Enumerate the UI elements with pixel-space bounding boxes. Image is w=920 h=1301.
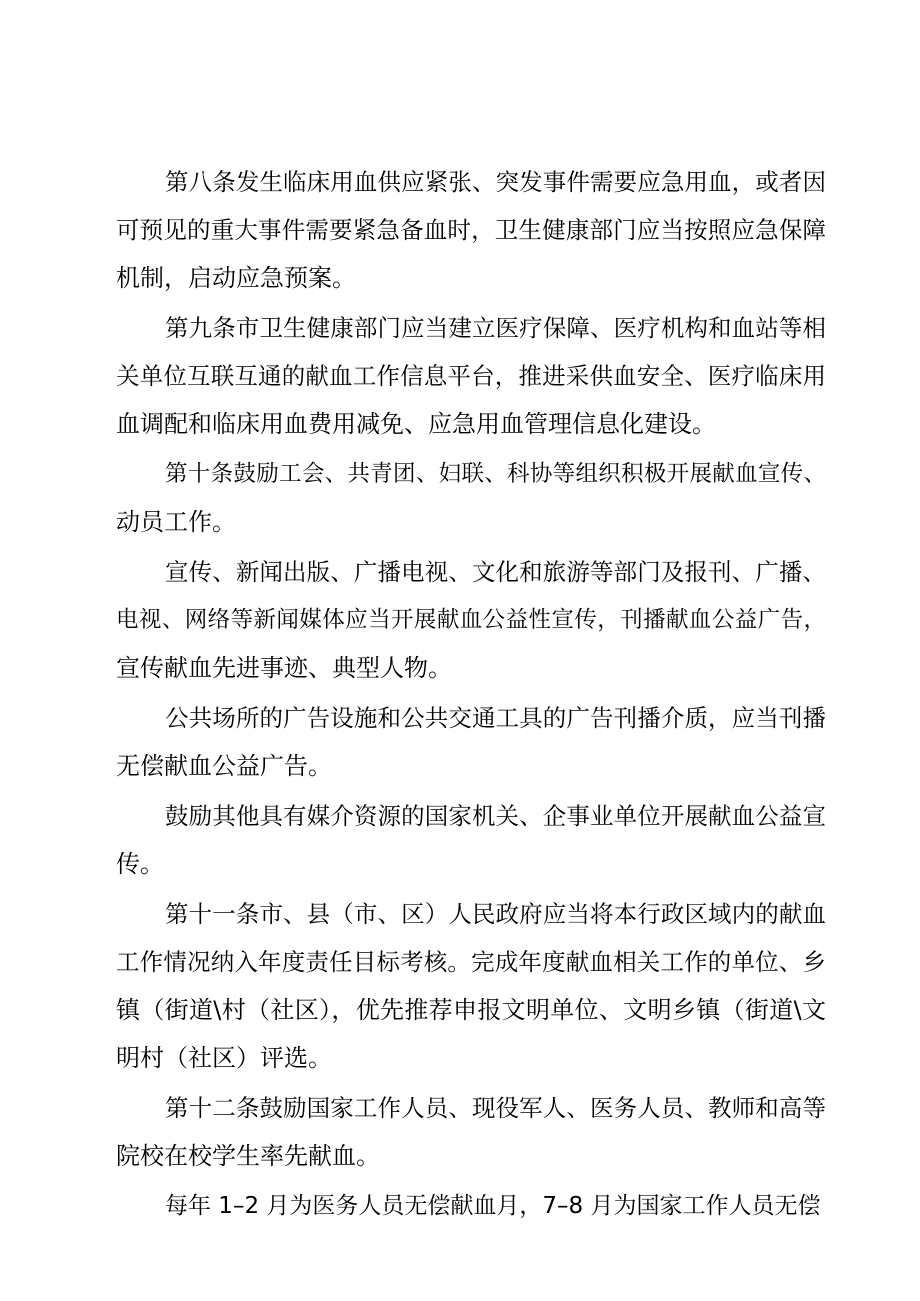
paragraph-line: 第八条发生临床用血供应紧张、突发事件需要应急用血，或者因	[165, 168, 826, 196]
article-paragraph	[116, 1084, 826, 1180]
paragraph-line: 动员工作。	[116, 508, 236, 536]
paragraph-line: 关单位互联互通的献血工作信息平台，推进采供血安全、医疗临床用	[116, 362, 826, 390]
paragraph-line: 传。	[116, 850, 164, 878]
article-paragraph	[116, 304, 826, 448]
paragraph-line: 电视、网络等新闻媒体应当开展献血公益性宣传，刊播献血公益广告，	[116, 607, 826, 633]
article-paragraph	[116, 450, 826, 546]
paragraph-line: 宣传献血先进事迹、典型人物。	[116, 654, 452, 682]
paragraph-line: 无偿献血公益广告。	[116, 752, 332, 780]
paragraph-line: 每年 1–2 月为医务人员无偿献血月，7–8 月为国家工作人员无偿	[165, 1193, 821, 1219]
paragraph-line: 第九条市卫生健康部门应当建立医疗保障、医疗机构和血站等相	[165, 314, 826, 342]
paragraph-line: 宣传、新闻出版、广播电视、文化和旅游等部门及报刊、广播、	[165, 558, 826, 586]
paragraph-line: 机制，启动应急预案。	[116, 264, 356, 292]
paragraph-line: 血调配和临床用血费用减免、应急用血管理信息化建设。	[116, 410, 716, 438]
paragraph-line: 第十一条市、县（市、区）人民政府应当将本行政区域内的献血	[165, 900, 826, 928]
article-paragraph	[116, 792, 826, 888]
paragraph-line: 工作情况纳入年度责任目标考核。完成年度献血相关工作的单位、乡	[116, 948, 826, 976]
article-paragraph	[116, 548, 826, 692]
paragraph-line: 鼓励其他具有媒介资源的国家机关、企事业单位开展献血公益宣	[165, 802, 826, 830]
paragraph-line: 明村（社区）评选。	[116, 1044, 332, 1072]
article-paragraph	[116, 694, 826, 790]
paragraph-line: 第十条鼓励工会、共青团、妇联、科协等组织积极开展献血宣传、	[165, 461, 826, 487]
article-paragraph	[116, 158, 826, 302]
article-paragraph	[116, 1182, 826, 1230]
paragraph-line: 可预见的重大事件需要紧急备血时，卫生健康部门应当按照应急保障	[116, 216, 826, 244]
paragraph-line: 第十二条鼓励国家工作人员、现役军人、医务人员、教师和高等	[165, 1094, 826, 1122]
article-paragraph	[116, 890, 826, 1082]
paragraph-line: 公共场所的广告设施和公共交通工具的广告刊播介质，应当刊播	[165, 704, 826, 732]
document-body	[116, 158, 826, 1230]
paragraph-line: 镇（街道\村（社区），优先推荐申报文明单位、文明乡镇（街道\文	[116, 996, 826, 1024]
paragraph-line: 院校在校学生率先献血。	[116, 1142, 380, 1170]
